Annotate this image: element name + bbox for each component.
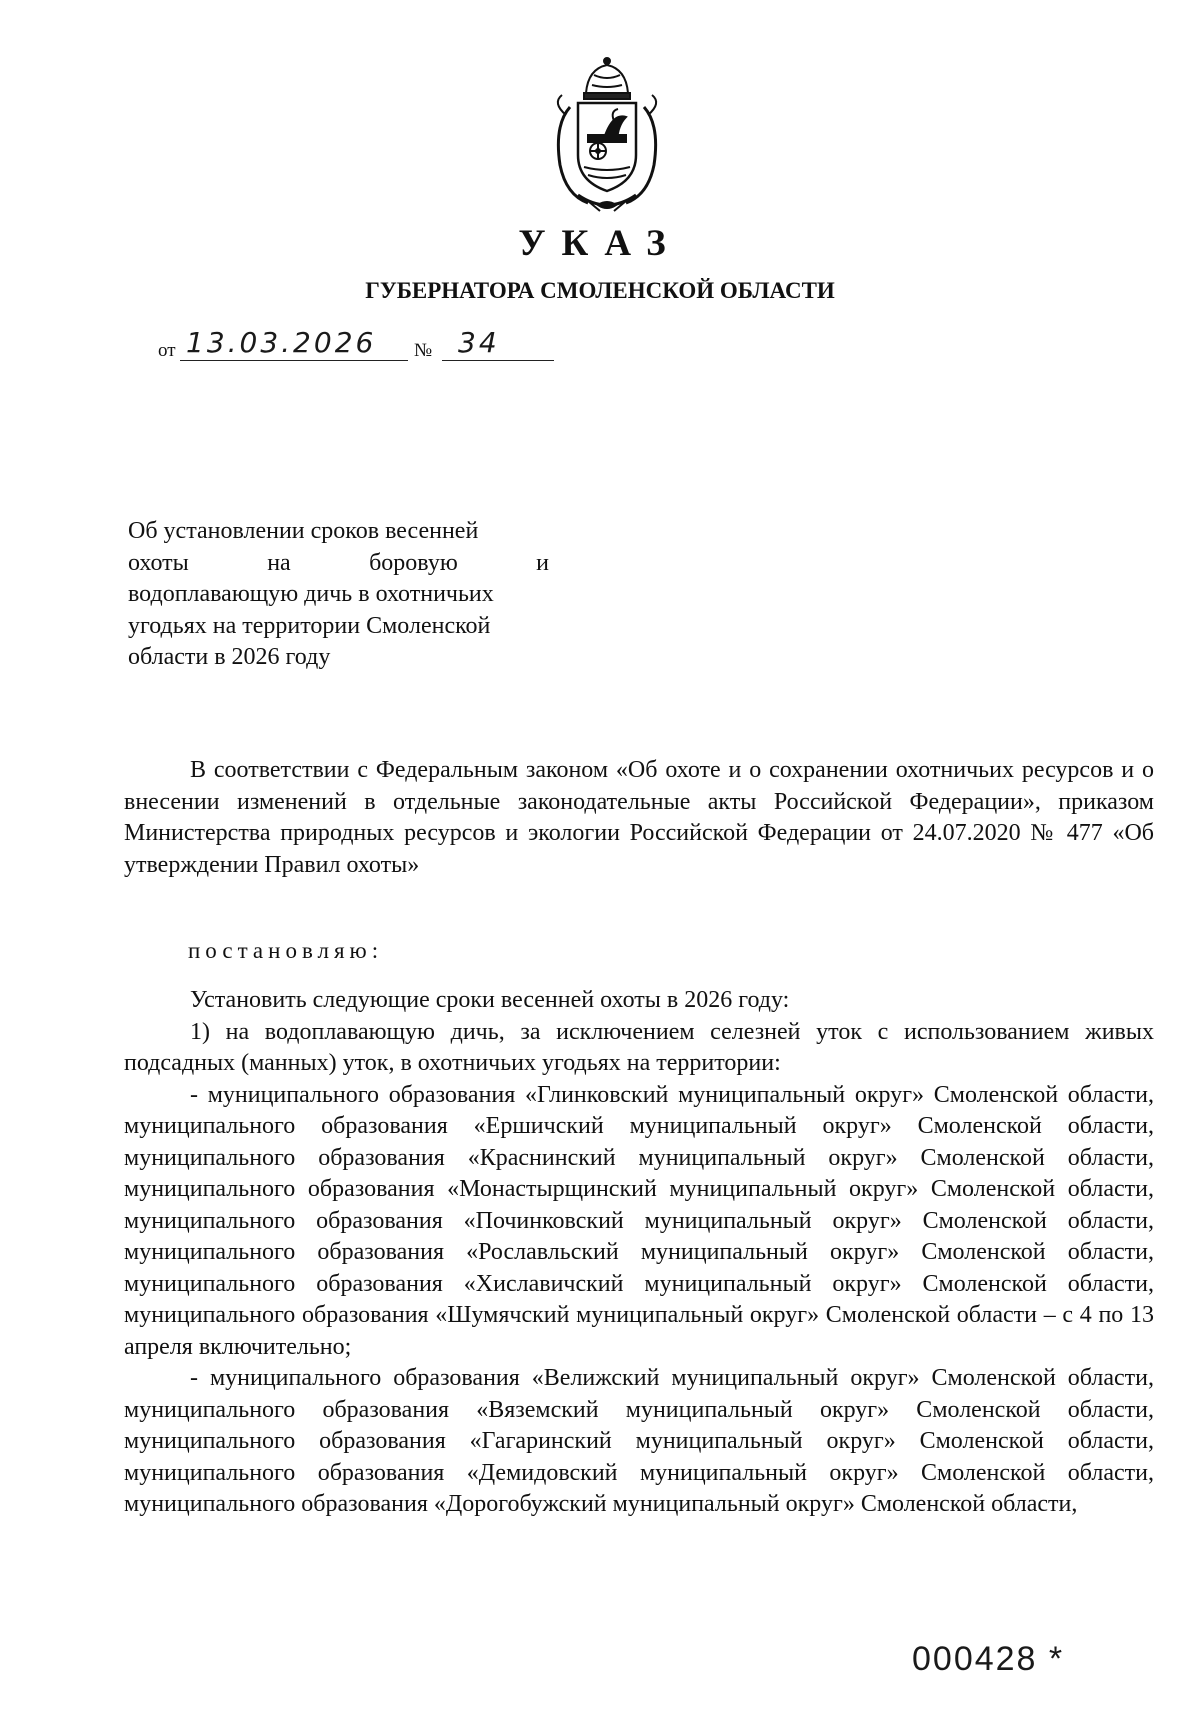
subject-line: Об установлении сроков весенней	[128, 518, 479, 544]
decree-word: постановляю:	[188, 938, 384, 963]
document-subtitle: ГУБЕРНАТОРА СМОЛЕНСКОЙ ОБЛАСТИ	[365, 278, 835, 303]
subject-line: водоплавающую дичь в охотничьих	[128, 581, 494, 607]
date-underline	[180, 360, 408, 361]
subject-line: охоты на боровую и	[128, 549, 549, 576]
document-title: УКАЗ	[518, 223, 682, 264]
coat-of-arms-icon	[548, 55, 666, 215]
body-paragraph: 1) на водоплавающую дичь, за исключением селезней уток с использованием живых подсадных (манных) уток, в охотничьих угодьях на территории:	[124, 1018, 1154, 1076]
date-number-line	[158, 326, 598, 364]
body-paragraph: Установить следующие сроки весенней охоты в 2026 году:	[190, 987, 790, 1013]
handwritten-date: 13.03.2026	[186, 326, 377, 359]
body-paragraph: - муниципального образования «Велижский муниципальный округ» Смоленской области, муниципального образования «Вяземский муниципальный округ» Смоленской области, муниципального образования «Гагаринский муниципальный округ» Смоленской области, муниципального образования «Демидовский муниципальный округ» Смоленской области, муниципального образования «Дорогобужский муниципальный округ» Смоленской области,	[124, 1365, 1154, 1517]
subject-line: угодьях на территории Смоленской	[128, 612, 491, 639]
decree-body	[124, 985, 1154, 1521]
subject-line: области в 2026 году	[128, 644, 331, 670]
body-paragraph: - муниципального образования «Глинковский муниципальный округ» Смоленской области, муниципального образования «Ершичский муниципальный округ» Смоленской области, муниципального образования «Краснинский муниципальный округ» Смоленской области, муниципального образования «Монастырщинский муниципальный округ» Смоленской области, муниципального образования «Починковский муниципальный округ» Смоленской области, муниципального образования «Рославльский муниципальный округ» Смоленской области, муниципального образования «Хиславичский муниципальный округ» Смоленской области, муниципального образования «Шумячский муниципальный округ» Смоленской области – с 4 по 13 апреля включительно;	[124, 1081, 1154, 1360]
preamble-paragraph: В соответствии с Федеральным законом «Об охоте и о сохранении охотничьих ресурсов и о внесении изменений в отдельные законодательные акты Российской Федерации», приказом Министерства природных ресурсов и экологии Российской Федерации от 24.07.2020 № 477 «Об утверждении Правил охоты»	[124, 757, 1154, 878]
serial-number: 000428 *	[912, 1640, 1065, 1678]
document-subject	[128, 516, 549, 674]
number-underline	[442, 360, 554, 361]
handwritten-number: 34	[458, 326, 500, 359]
date-prefix: от	[158, 340, 176, 361]
preamble-block	[124, 755, 1154, 881]
number-prefix: №	[414, 340, 433, 361]
